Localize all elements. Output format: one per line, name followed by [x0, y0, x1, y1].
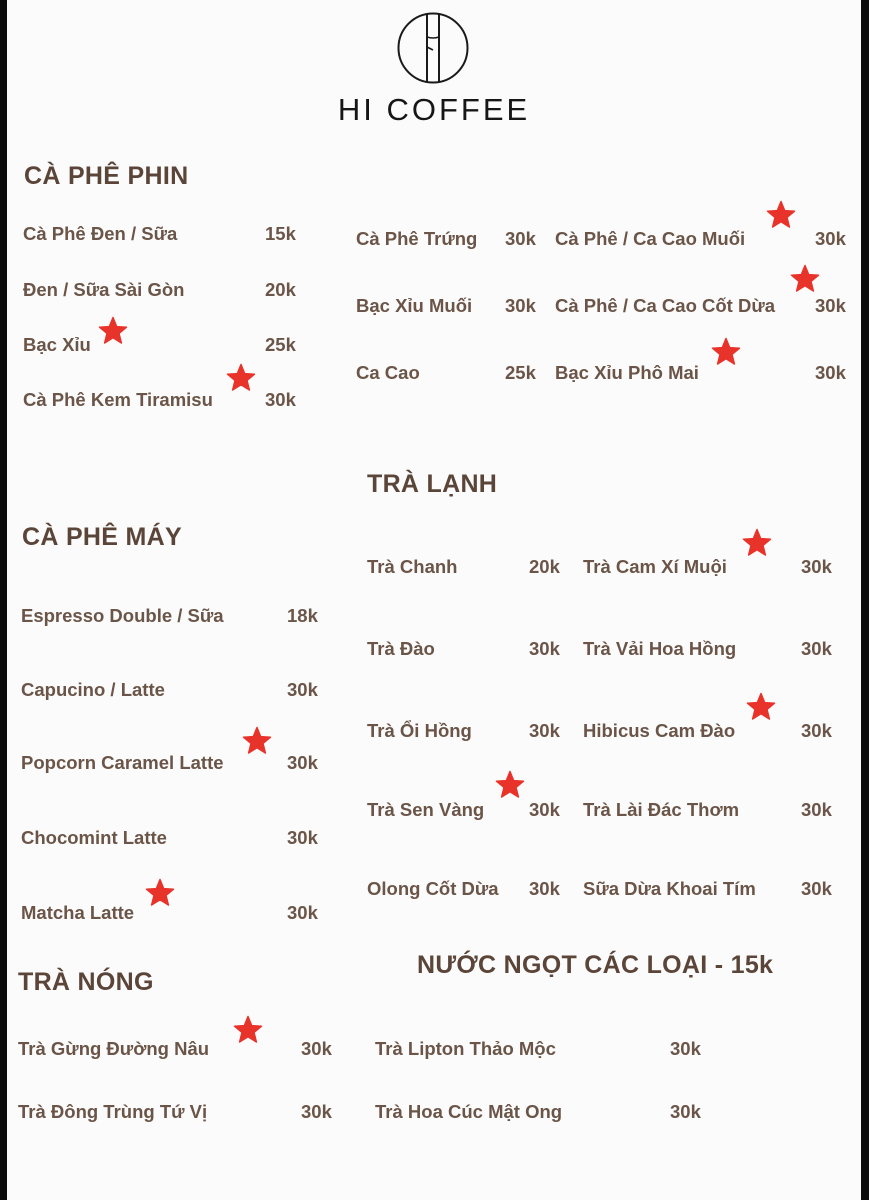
- menu-item-name: Trà Vải Hoa Hồng: [583, 638, 737, 659]
- menu-item-name: Bạc Xỉu Phô Mai: [555, 362, 699, 383]
- menu-item-name: Espresso Double / Sữa: [21, 605, 224, 626]
- menu-item-name: Matcha Latte: [21, 902, 135, 923]
- section-title-nuoc-ngot: NƯỚC NGỌT CÁC LOẠI - 15k: [417, 951, 774, 979]
- section-title-ca-phe-may: CÀ PHÊ MÁY: [22, 523, 182, 551]
- menu-item-price: 30k: [529, 878, 560, 899]
- featured-star-icon: [746, 692, 776, 722]
- menu-item-price: 30k: [287, 902, 318, 923]
- featured-star-icon: [242, 726, 272, 756]
- featured-star-icon: [98, 316, 128, 346]
- featured-star-icon: [495, 770, 525, 800]
- menu-item-name: Cà Phê Đen / Sữa: [23, 223, 178, 244]
- featured-star-icon: [145, 878, 175, 908]
- menu-item-name: Ca Cao: [356, 362, 420, 383]
- menu-item-price: 30k: [801, 878, 832, 899]
- menu-item-price: 30k: [505, 228, 536, 249]
- menu-item-price: 30k: [287, 827, 318, 848]
- menu-item-name: Cà Phê / Ca Cao Muối: [555, 228, 746, 249]
- menu-item-price: 30k: [287, 752, 318, 773]
- featured-star-icon: [711, 337, 741, 367]
- menu-item-price: 30k: [529, 720, 560, 741]
- menu-item-name: Trà Đông Trùng Tứ Vị: [18, 1101, 208, 1122]
- menu-item-price: 30k: [529, 799, 560, 820]
- menu-item-name: Chocomint Latte: [21, 827, 167, 848]
- menu-item-price: 30k: [801, 720, 832, 741]
- featured-star-icon: [790, 264, 820, 294]
- menu-item-price: 30k: [815, 228, 846, 249]
- menu-item-price: 30k: [815, 295, 846, 316]
- menu-item-name: Cà Phê Kem Tiramisu: [23, 389, 213, 410]
- menu-item-price: 30k: [287, 679, 318, 700]
- featured-star-icon: [742, 528, 772, 558]
- menu-item-name: Trà Sen Vàng: [367, 799, 485, 820]
- menu-item-price: 20k: [265, 279, 296, 300]
- menu-item-price: 30k: [301, 1038, 332, 1059]
- menu-item-price: 30k: [815, 362, 846, 383]
- menu-item-name: Capucino / Latte: [21, 679, 165, 700]
- menu-item-name: Trà Hoa Cúc Mật Ong: [375, 1101, 563, 1122]
- menu-item-name: Trà Chanh: [367, 556, 458, 577]
- menu-item-price: 25k: [265, 334, 296, 355]
- menu-page: [7, 0, 861, 1200]
- section-title-tra-nong: TRÀ NÓNG: [18, 968, 154, 996]
- menu-item-name: Trà Gừng Đường Nâu: [18, 1038, 210, 1059]
- menu-item-price: 20k: [529, 556, 560, 577]
- menu-item-name: Hibicus Cam Đào: [583, 720, 736, 741]
- featured-star-icon: [766, 200, 796, 230]
- menu-item-price: 30k: [265, 389, 296, 410]
- menu-item-name: Bạc Xỉu: [23, 334, 91, 355]
- menu-item-price: 30k: [670, 1038, 701, 1059]
- menu-item-name: Cà Phê / Ca Cao Cốt Dừa: [555, 295, 776, 316]
- brand-name: HI COFFEE: [337, 92, 531, 127]
- menu-item-name: Bạc Xỉu Muối: [356, 295, 473, 316]
- menu-item-price: 30k: [505, 295, 536, 316]
- menu-item-name: Trà Lipton Thảo Mộc: [375, 1038, 556, 1059]
- hi-coffee-logo-icon: [397, 12, 469, 84]
- menu-item-name: Sữa Dừa Khoai Tím: [583, 878, 756, 899]
- menu-item-name: Popcorn Caramel Latte: [21, 752, 224, 773]
- menu-item-price: 30k: [801, 556, 832, 577]
- featured-star-icon: [226, 363, 256, 393]
- menu-item-price: 30k: [801, 638, 832, 659]
- menu-item-name: Cà Phê Trứng: [356, 228, 478, 249]
- menu-item-name: Trà Ổi Hồng: [367, 720, 472, 741]
- menu-item-price: 25k: [505, 362, 536, 383]
- section-title-tra-lanh: TRÀ LẠNH: [367, 470, 498, 498]
- menu-item-name: Olong Cốt Dừa: [367, 878, 499, 899]
- menu-item-name: Trà Cam Xí Muội: [583, 556, 727, 577]
- menu-item-price: 30k: [301, 1101, 332, 1122]
- featured-star-icon: [233, 1015, 263, 1045]
- menu-item-price: 30k: [801, 799, 832, 820]
- menu-item-price: 30k: [670, 1101, 701, 1122]
- menu-item-name: Trà Lài Đác Thơm: [583, 799, 740, 820]
- menu-item-name: Đen / Sữa Sài Gòn: [23, 279, 185, 300]
- menu-item-price: 15k: [265, 223, 296, 244]
- menu-item-name: Trà Đào: [367, 638, 435, 659]
- section-title-ca-phe-phin: CÀ PHÊ PHIN: [24, 162, 189, 190]
- menu-item-price: 18k: [287, 605, 318, 626]
- menu-item-price: 30k: [529, 638, 560, 659]
